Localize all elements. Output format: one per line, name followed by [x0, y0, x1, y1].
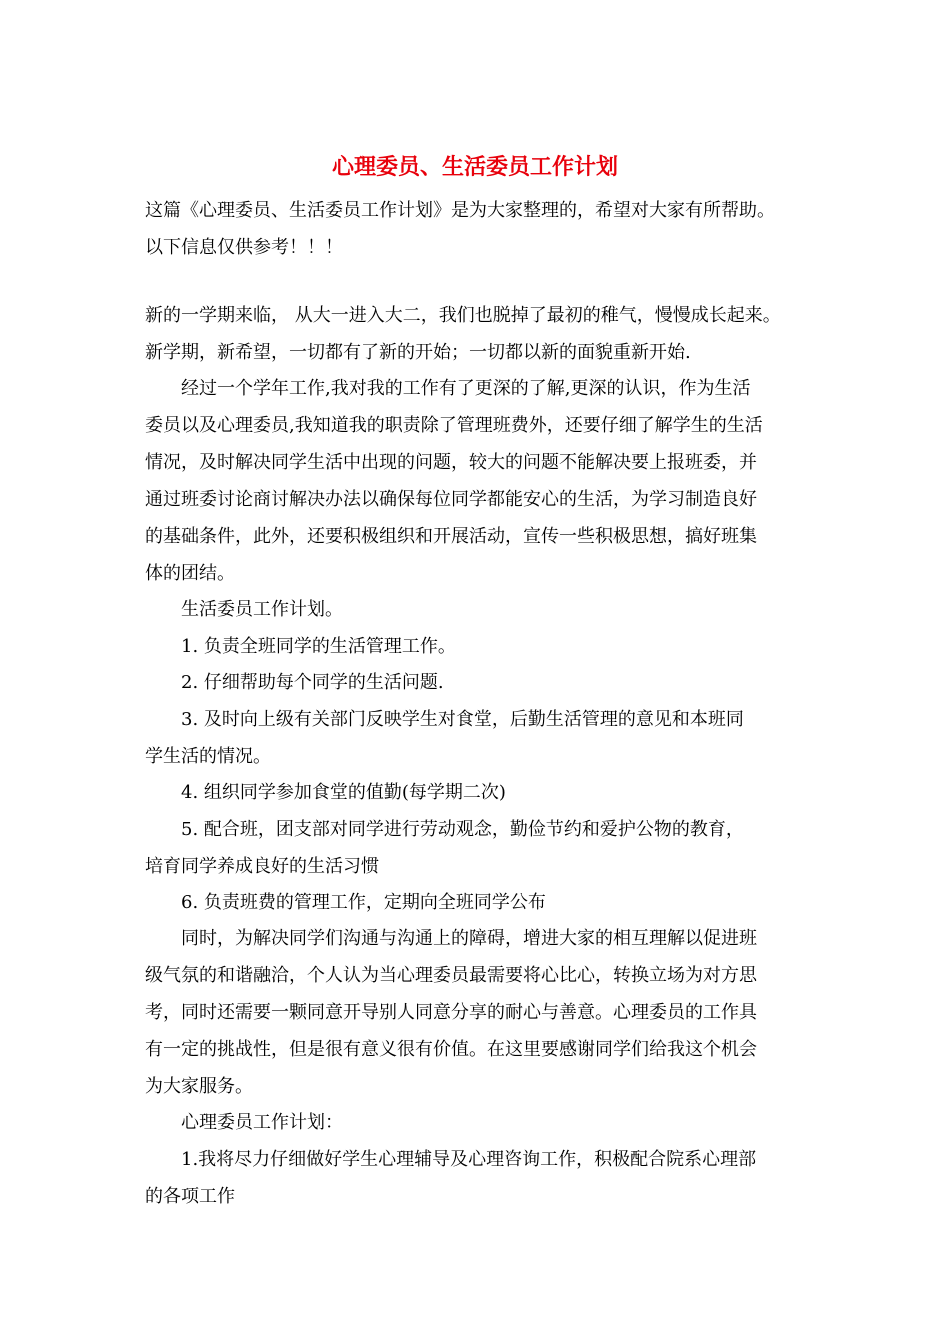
- list-item-continuation: 的各项工作: [145, 1186, 235, 1207]
- list-item: 1. 负责全班同学的生活管理工作。: [181, 636, 456, 657]
- list-item: 2. 仔细帮助每个同学的生活问题.: [181, 672, 444, 693]
- paragraph-line: 情况，及时解决同学生活中出现的问题，较大的问题不能解决要上报班委，并: [145, 452, 757, 473]
- list-item: 1.我将尽力仔细做好学生心理辅导及心理咨询工作，积极配合院系心理部: [181, 1149, 757, 1170]
- list-item: 4. 组织同学参加食堂的值勤(每学期二次): [181, 782, 506, 803]
- intro-line-1: 这篇《心理委员、生活委员工作计划》是为大家整理的，希望对大家有所帮助。: [145, 200, 775, 221]
- section-heading: 生活委员工作计划。: [181, 599, 343, 620]
- paragraph-line: 同时，为解决同学们沟通与沟通上的障碍，增进大家的相互理解以促进班: [181, 928, 757, 949]
- paragraph-line: 新的一学期来临， 从大一进入大二，我们也脱掉了最初的稚气，慢慢成长起来。: [145, 305, 781, 326]
- paragraph-line: 级气氛的和谐融洽，个人认为当心理委员最需要将心比心，转换立场为对方思: [145, 965, 757, 986]
- paragraph-line: 有一定的挑战性，但是很有意义很有价值。在这里要感谢同学们给我这个机会: [145, 1039, 757, 1060]
- paragraph-line: 委员以及心理委员,我知道我的职责除了管理班费外，还要仔细了解学生的生活: [145, 415, 763, 436]
- list-item: 6. 负责班费的管理工作，定期向全班同学公布: [181, 892, 546, 913]
- list-item-continuation: 培育同学养成良好的生活习惯: [145, 856, 379, 877]
- intro-line-2: 以下信息仅供参考！！！: [145, 237, 343, 258]
- list-item: 3. 及时向上级有关部门反映学生对食堂，后勤生活管理的意见和本班同: [181, 709, 744, 730]
- paragraph-line: 的基础条件，此外，还要积极组织和开展活动，宣传一些积极思想，搞好班集: [145, 526, 757, 547]
- paragraph-line: 通过班委讨论商讨解决办法以确保每位同学都能安心的生活，为学习制造良好: [145, 489, 757, 510]
- list-item: 5. 配合班，团支部对同学进行劳动观念，勤俭节约和爱护公物的教育，: [181, 819, 744, 840]
- paragraph-line: 为大家服务。: [145, 1076, 253, 1097]
- paragraph-line: 体的团结。: [145, 563, 235, 584]
- section-heading: 心理委员工作计划：: [181, 1112, 343, 1133]
- document-title: 心理委员、生活委员工作计划: [331, 154, 618, 180]
- paragraph-line: 新学期，新希望，一切都有了新的开始；一切都以新的面貌重新开始.: [145, 342, 691, 363]
- list-item-continuation: 学生活的情况。: [145, 746, 271, 767]
- paragraph-line: 经过一个学年工作,我对我的工作有了更深的了解,更深的认识，作为生活: [181, 378, 751, 399]
- paragraph-line: 考，同时还需要一颗同意开导别人同意分享的耐心与善意。心理委员的工作具: [145, 1002, 757, 1023]
